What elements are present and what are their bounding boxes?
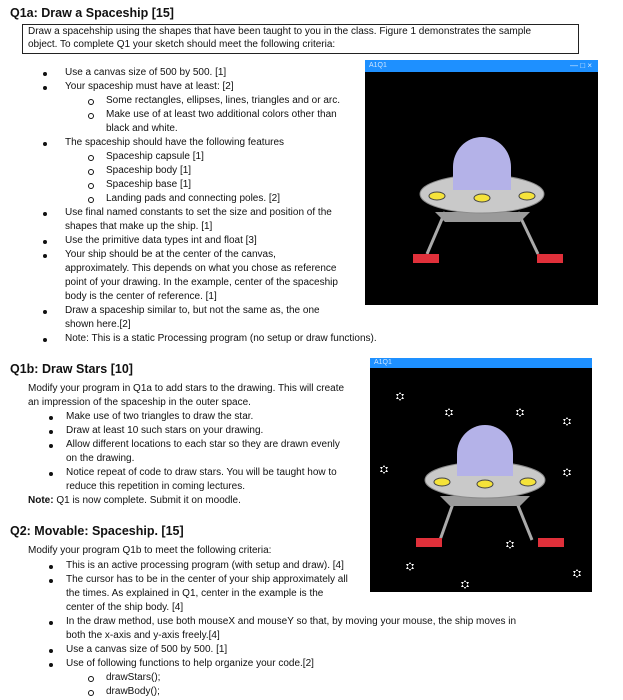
bullet xyxy=(49,444,53,448)
body-light xyxy=(519,192,535,200)
body-light xyxy=(520,478,536,486)
list-item: The cursor has to be in the center of your ship approximately all xyxy=(66,574,348,585)
list-item: Spaceship base [1] xyxy=(106,179,192,190)
q1b-intro-line2: an impression of the spaceship in the outer space. xyxy=(28,397,251,408)
list-item: The spaceship should have the following features xyxy=(65,137,285,148)
sub-bullet xyxy=(88,169,94,175)
sub-bullet xyxy=(88,676,94,682)
window-title: A1Q1 xyxy=(369,62,387,69)
list-item: Make use of two triangles to draw the star. xyxy=(66,411,254,422)
star xyxy=(445,408,453,417)
q1b-intro-line1: Modify your program in Q1a to add stars to the drawing. This will create xyxy=(28,383,345,394)
list-item: Notice repeat of code to draw stars. You will be taught how to xyxy=(66,467,337,478)
bullet xyxy=(43,72,47,76)
list-item: Use the primitive data types int and float [3] xyxy=(65,235,257,246)
q1b-note-text: Q1 is now complete. Submit it on moodle. xyxy=(53,495,241,506)
bullet xyxy=(43,212,47,216)
bullet xyxy=(43,310,47,314)
bullet xyxy=(43,240,47,244)
list-item: shapes that make up the ship. [1] xyxy=(65,221,213,232)
bullet xyxy=(49,565,53,569)
bullet xyxy=(43,254,47,258)
spaceship-drawing xyxy=(365,72,598,305)
star xyxy=(563,417,571,426)
body-light xyxy=(434,478,450,486)
spaceship-capsule xyxy=(453,137,511,190)
list-item: Spaceship body [1] xyxy=(106,165,192,176)
bullet xyxy=(49,472,53,476)
sub-bullet xyxy=(88,197,94,203)
list-item: approximately. This depends on what you chose as reference xyxy=(65,263,337,274)
q1b-note xyxy=(28,494,241,508)
list-item: This is an active processing program (with setup and draw). [4] xyxy=(66,560,344,571)
q1b-note-label: Note: xyxy=(28,495,54,506)
sub-bullet xyxy=(88,183,94,189)
list-item: both the x-axis and y-axis freely.[4] xyxy=(66,630,220,641)
sketch-window-stars xyxy=(370,358,592,592)
window-title: A1Q1 xyxy=(374,359,392,366)
list-item: the times. As explained in Q1, center in the example is the xyxy=(66,588,324,599)
sketch-window-spaceship xyxy=(365,60,598,305)
star xyxy=(461,580,469,589)
list-item: Use of following functions to help organize your code.[2] xyxy=(66,658,314,669)
window-controls[interactable]: — □ × xyxy=(570,61,592,70)
list-item: Use a canvas size of 500 by 500. [1] xyxy=(66,644,228,655)
star xyxy=(506,540,514,549)
list-item: body is the center of reference. [1] xyxy=(65,291,217,302)
q1a-intro-box xyxy=(22,24,579,54)
list-item: Spaceship capsule [1] xyxy=(106,151,204,162)
star xyxy=(380,465,388,474)
landing-pad xyxy=(537,254,563,263)
list-item: Allow different locations to each star so they are drawn evenly xyxy=(66,439,340,450)
list-item: drawBody(); xyxy=(106,686,160,697)
list-item: shown here.[2] xyxy=(65,319,131,330)
star xyxy=(406,562,414,571)
window-titlebar xyxy=(370,358,592,368)
q2-intro: Modify your program Q1b to meet the following criteria: xyxy=(28,545,272,556)
list-item: black and white. xyxy=(106,123,178,134)
bullet xyxy=(49,663,53,667)
bullet xyxy=(43,142,47,146)
list-item: Make use of at least two additional colors other than xyxy=(106,109,337,120)
landing-pad xyxy=(538,538,564,547)
bullet xyxy=(49,649,53,653)
body-light xyxy=(477,480,493,488)
bullet xyxy=(49,430,53,434)
bullet xyxy=(43,338,47,342)
star xyxy=(516,408,524,417)
list-item: Use a canvas size of 500 by 500. [1] xyxy=(65,67,227,78)
bullet xyxy=(49,579,53,583)
q1b-title: Q1b: Draw Stars [10] xyxy=(10,362,133,376)
body-light xyxy=(474,194,490,202)
list-item: drawStars(); xyxy=(106,672,161,683)
list-item: Landing pads and connecting poles. [2] xyxy=(106,193,281,204)
bullet xyxy=(49,416,53,420)
list-item: Your spaceship must have at least: [2] xyxy=(65,81,234,92)
list-item: Draw a spaceship similar to, but not the same as, the one xyxy=(65,305,320,316)
list-item: on the drawing. xyxy=(66,453,135,464)
list-item: reduce this repetition in coming lectures. xyxy=(66,481,245,492)
body-light xyxy=(429,192,445,200)
list-item: Some rectangles, ellipses, lines, triangles and or arc. xyxy=(106,95,341,106)
list-item: point of your drawing. In the example, center of the spaceship xyxy=(65,277,338,288)
sub-bullet xyxy=(88,690,94,696)
q1a-title: Q1a: Draw a Spaceship [15] xyxy=(10,6,174,20)
list-item: Note: This is a static Processing program (no setup or draw functions). xyxy=(65,333,377,344)
star xyxy=(573,569,581,578)
q1a-intro-line1: Draw a spacehship using the shapes that have been taught to you in the class. Figure 1 demonstrates the sample xyxy=(28,26,532,37)
list-item: center of the ship body. [4] xyxy=(66,602,184,613)
list-item: Draw at least 10 such stars on your drawing. xyxy=(66,425,264,436)
spaceship-capsule xyxy=(457,425,513,476)
list-item: In the draw method, use both mouseX and mouseY so that, by moving your mouse, the ship moves in xyxy=(66,616,517,627)
spaceship-base xyxy=(435,212,530,222)
star xyxy=(563,468,571,477)
window-titlebar xyxy=(365,60,598,72)
sub-bullet xyxy=(88,155,94,161)
sub-bullet xyxy=(88,99,94,105)
list-item: Use final named constants to set the size and position of the xyxy=(65,207,332,218)
bullet xyxy=(43,86,47,90)
q1a-intro-line2: object. To complete Q1 your sketch should meet the following criteria: xyxy=(28,39,336,50)
list-item: Your ship should be at the center of the canvas, xyxy=(65,249,276,260)
sub-bullet xyxy=(88,113,94,119)
star xyxy=(396,392,404,401)
landing-pad xyxy=(413,254,439,263)
landing-pad xyxy=(416,538,442,547)
q2-title: Q2: Movable: Spaceship. [15] xyxy=(10,524,184,538)
bullet xyxy=(49,621,53,625)
spaceship-with-stars-drawing xyxy=(370,368,592,592)
